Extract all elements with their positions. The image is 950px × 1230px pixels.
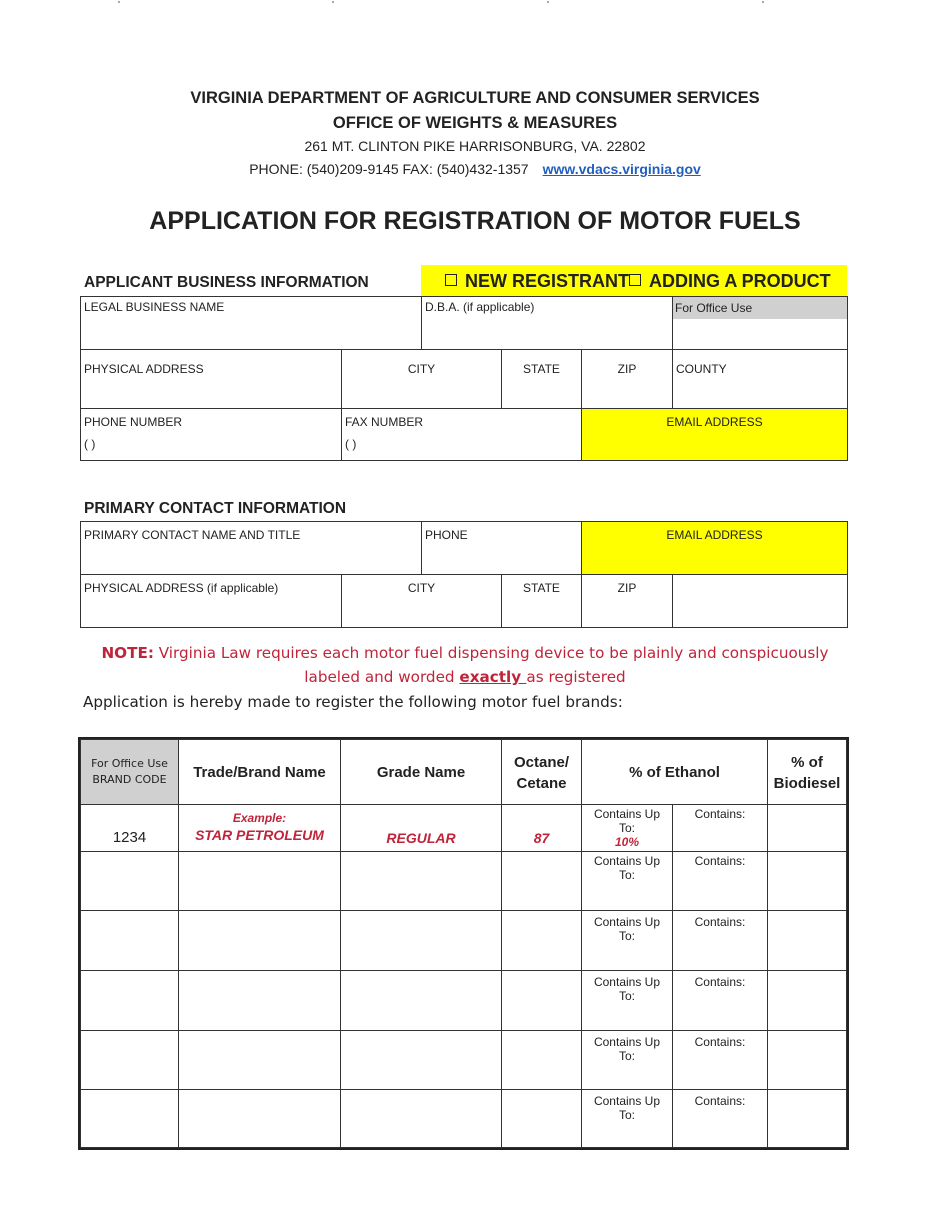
trade-brand-input[interactable] [178, 970, 341, 1031]
applicant-heading: APPLICANT BUSINESS INFORMATION [84, 274, 369, 291]
zip-field[interactable] [581, 349, 673, 409]
new-registrant-label: NEW REGISTRANT [465, 271, 629, 291]
business-email-label: EMAIL ADDRESS [666, 415, 763, 429]
octane-header-line2: Cetane [516, 775, 567, 792]
biodiesel-input[interactable] [767, 970, 847, 1031]
contains-input[interactable] [672, 1030, 768, 1090]
zip-label: ZIP [617, 362, 637, 376]
octane-header-line1: Octane/ [513, 754, 570, 771]
example-octane-cell [501, 804, 582, 852]
dba-label: D.B.A. (if applicable) [425, 300, 535, 314]
legal-business-name-field[interactable] [80, 296, 422, 350]
grade-name-input[interactable] [340, 1089, 502, 1148]
note-label: NOTE: [101, 644, 154, 662]
note-line-2 [80, 668, 850, 686]
octane-input[interactable] [501, 1089, 582, 1148]
trade-brand-header: Trade/Brand Name [178, 739, 341, 805]
scan-mark [547, 1, 549, 3]
example-octane: 87 [533, 830, 550, 846]
contains-up-to-label: Contains Up To: [593, 915, 661, 943]
biodiesel-header-line1: % of [791, 754, 823, 771]
fax-number-label: FAX NUMBER [345, 415, 424, 429]
contains-label: Contains: [694, 854, 746, 868]
city-field[interactable] [341, 349, 502, 409]
form-title: APPLICATION FOR REGISTRATION OF MOTOR FUELS [149, 207, 801, 235]
contact-phone-label: PHONE [425, 528, 468, 542]
example-label: Example: [232, 811, 287, 825]
contains-up-to-label: Contains Up To: [593, 854, 661, 882]
contact-address-field[interactable] [80, 574, 342, 628]
contains-up-to-input[interactable] [581, 851, 673, 911]
biodiesel-header [767, 739, 847, 805]
contains-up-to-label: Contains Up To: [593, 1035, 661, 1063]
example-biodiesel-cell [767, 804, 847, 852]
scan-mark [762, 1, 764, 3]
website-link[interactable]: www.vdacs.virginia.gov [542, 161, 701, 177]
phone-fax-text: PHONE: (540)209-9145 FAX: (540)432-1357 [249, 161, 529, 177]
office-name: OFFICE OF WEIGHTS & MEASURES [332, 114, 618, 132]
trade-brand-input[interactable] [178, 910, 341, 971]
state-label: STATE [523, 362, 560, 376]
scan-mark [118, 1, 120, 3]
contact-name-label: PRIMARY CONTACT NAME AND TITLE [84, 528, 301, 542]
application-statement: Application is hereby made to register the following motor fuel brands: [83, 693, 623, 711]
trade-brand-input[interactable] [178, 1030, 341, 1090]
note-text-2b: as registered [526, 668, 626, 686]
example-contains-up-to-label: Contains Up To: [593, 807, 661, 835]
brand-code-input[interactable] [80, 1089, 179, 1148]
contains-up-to-input[interactable] [581, 910, 673, 971]
phone-number-label: PHONE NUMBER [84, 415, 183, 429]
physical-address-label: PHYSICAL ADDRESS [84, 362, 204, 376]
contains-up-to-input[interactable] [581, 1030, 673, 1090]
contact-email-label: EMAIL ADDRESS [666, 528, 763, 542]
county-field[interactable] [672, 349, 848, 409]
phone-fax-line [0, 161, 950, 177]
example-contains-cell [672, 804, 768, 852]
brand-code-header-line2: BRAND CODE [92, 773, 167, 786]
contact-email-field[interactable] [581, 521, 848, 575]
contains-input[interactable] [672, 910, 768, 971]
brand-code-header [80, 739, 179, 805]
contact-zip-label: ZIP [617, 581, 637, 595]
brand-code-header-line1: For Office Use [91, 757, 168, 770]
grade-name-input[interactable] [340, 970, 502, 1031]
brand-code-input[interactable] [80, 851, 179, 911]
adding-product-label: ADDING A PRODUCT [649, 271, 831, 291]
contains-up-to-label: Contains Up To: [593, 1094, 661, 1122]
adding-product-option[interactable] [629, 271, 831, 292]
example-brand-code: 1234 [80, 804, 179, 852]
contains-label: Contains: [694, 1094, 746, 1108]
fax-number-field[interactable] [341, 408, 582, 461]
contains-label: Contains: [694, 915, 746, 929]
contact-city-field[interactable] [341, 574, 502, 628]
grade-name-input[interactable] [340, 910, 502, 971]
grade-name-input[interactable] [340, 851, 502, 911]
registration-type-bar [421, 265, 847, 296]
grade-name-input[interactable] [340, 1030, 502, 1090]
example-brand-name: STAR PETROLEUM [195, 827, 324, 843]
note-line-1 [80, 644, 850, 662]
example-grade-cell [340, 804, 502, 852]
new-registrant-option[interactable] [445, 271, 629, 292]
biodiesel-input[interactable] [767, 1030, 847, 1090]
new-registrant-checkbox[interactable] [445, 274, 457, 286]
city-label: CITY [407, 362, 436, 376]
contact-name-field[interactable] [80, 521, 422, 575]
octane-input[interactable] [501, 851, 582, 911]
contact-heading: PRIMARY CONTACT INFORMATION [84, 500, 347, 517]
contains-up-to-label: Contains Up To: [593, 975, 661, 1003]
county-label: COUNTY [676, 362, 727, 376]
trade-brand-input[interactable] [178, 851, 341, 911]
note-text-2a: labeled and worded [304, 668, 460, 686]
contains-up-to-input[interactable] [581, 1089, 673, 1148]
phone-area-code: ( ) [84, 437, 96, 451]
contains-up-to-input[interactable] [581, 970, 673, 1031]
example-up-to-value: 10% [614, 835, 640, 849]
dba-field[interactable] [421, 296, 673, 350]
contact-address-label: PHYSICAL ADDRESS (if applicable) [84, 581, 279, 595]
contains-label: Contains: [694, 975, 746, 989]
biodiesel-input[interactable] [767, 851, 847, 911]
ethanol-header: % of Ethanol [581, 739, 768, 805]
octane-input[interactable] [501, 910, 582, 971]
state-field[interactable] [501, 349, 582, 409]
contact-zip-field[interactable] [581, 574, 673, 628]
contact-extra-field[interactable] [672, 574, 848, 628]
note-text-1: Virginia Law requires each motor fuel dispensing device to be plainly and conspicuously [153, 644, 829, 662]
contact-city-label: CITY [407, 581, 436, 595]
brand-code-input[interactable] [80, 1030, 179, 1090]
contains-input[interactable] [672, 970, 768, 1031]
contact-phone-field[interactable] [421, 521, 582, 575]
adding-product-checkbox[interactable] [629, 274, 641, 286]
contact-state-label: STATE [523, 581, 560, 595]
contains-label: Contains: [694, 1035, 746, 1049]
contains-input[interactable] [672, 1089, 768, 1148]
note-emphasis: exactly [459, 668, 527, 686]
trade-brand-input[interactable] [178, 1089, 341, 1148]
grade-name-header: Grade Name [340, 739, 502, 805]
fax-area-code: ( ) [345, 437, 357, 451]
scan-mark [332, 1, 334, 3]
example-grade: REGULAR [386, 830, 456, 846]
biodiesel-header-line2: Biodiesel [773, 775, 841, 792]
phone-number-field[interactable] [80, 408, 342, 461]
office-use-field [672, 296, 848, 350]
brand-code-input[interactable] [80, 970, 179, 1031]
example-up-to-cell [581, 804, 673, 852]
legal-business-name-label: LEGAL BUSINESS NAME [84, 300, 225, 314]
physical-address-field[interactable] [80, 349, 342, 409]
octane-header [501, 739, 582, 805]
department-name: VIRGINIA DEPARTMENT OF AGRICULTURE AND CONSUMER SERVICES [190, 89, 760, 107]
brand-code-input[interactable] [80, 910, 179, 971]
example-brand-cell [178, 804, 341, 852]
contains-input[interactable] [672, 851, 768, 911]
business-email-field[interactable] [581, 408, 848, 461]
biodiesel-input[interactable] [767, 1089, 847, 1148]
office-address: 261 MT. CLINTON PIKE HARRISONBURG, VA. 22802 [304, 138, 646, 154]
example-contains-label: Contains: [694, 807, 746, 821]
octane-input[interactable] [501, 1030, 582, 1090]
office-use-label: For Office Use [673, 297, 847, 319]
octane-input[interactable] [501, 970, 582, 1031]
contact-state-field[interactable] [501, 574, 582, 628]
biodiesel-input[interactable] [767, 910, 847, 971]
